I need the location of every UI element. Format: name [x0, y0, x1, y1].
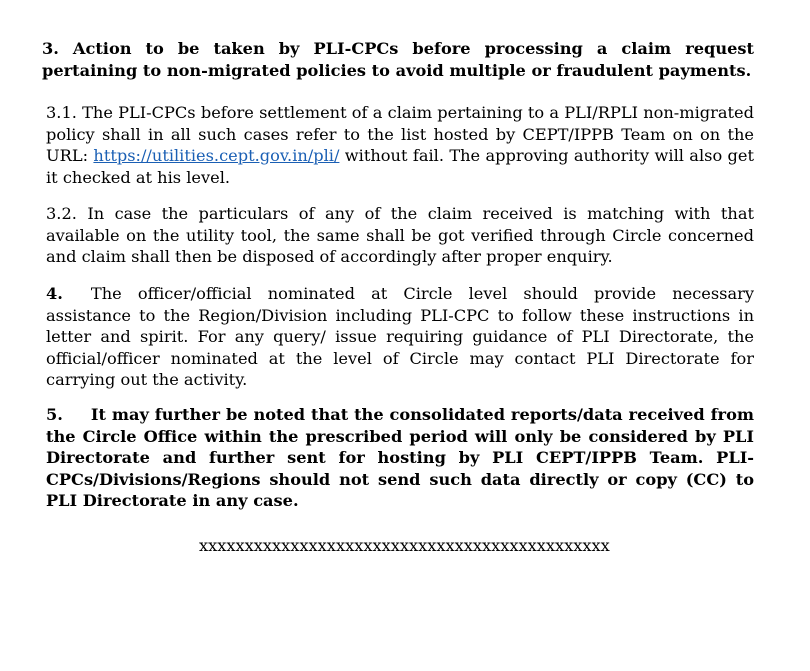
paragraph-5-text: It may further be noted that the consolidated reports/data received from the Circle Office within the prescribed period will only be considered by PLI Directorate and further sent for hosting by PLI CEPT/IPPB Team. PLI-CPCs/Divisions/Regions should not send such data directly or copy (CC) to PLI Directorate in any case. [46, 405, 754, 510]
paragraph-4-text: The officer/official nominated at Circle level should provide necessary assistance to the Region/Division including PLI-CPC to follow these instructions in letter and spirit. For any query/ issue requiring guidance of PLI Directorate, the official/officer nominated at the level of Circle may contact PLI Directorate for carrying out the activity. [46, 284, 754, 389]
cept-utilities-link[interactable]: https://utilities.cept.gov.in/pli/ [93, 146, 340, 165]
paragraph-5 [46, 404, 754, 512]
paragraph-3-1-text-after: without fail. The approving authority will also get it checked at his level. [46, 146, 755, 187]
paragraph-3-1-text-before: 3.1. The PLI-CPCs before settlement of a claim pertaining to a PLI/RPLI non-migrated policy shall in all such cases refer to the list hosted by CEPT/IPPB Team on on the URL: [46, 103, 754, 165]
end-separator: xxxxxxxxxxxxxxxxxxxxxxxxxxxxxxxxxxxxxxxxxxxxx [199, 536, 610, 555]
paragraph-5-number: 5. [46, 405, 63, 424]
paragraph-4 [46, 283, 754, 391]
paragraph-3-1 [46, 102, 754, 188]
paragraph-3-2: 3.2. In case the particulars of any of the claim received is matching with that available on the utility tool, the same shall be got verified through Circle concerned and claim shall then be disposed of accordingly after proper enquiry. [46, 204, 754, 266]
section-3-heading: 3. Action to be taken by PLI-CPCs before processing a claim request pertaining to non-migrated policies to avoid multiple or fraudulent payments. [42, 39, 754, 80]
paragraph-4-number: 4. [46, 284, 63, 303]
